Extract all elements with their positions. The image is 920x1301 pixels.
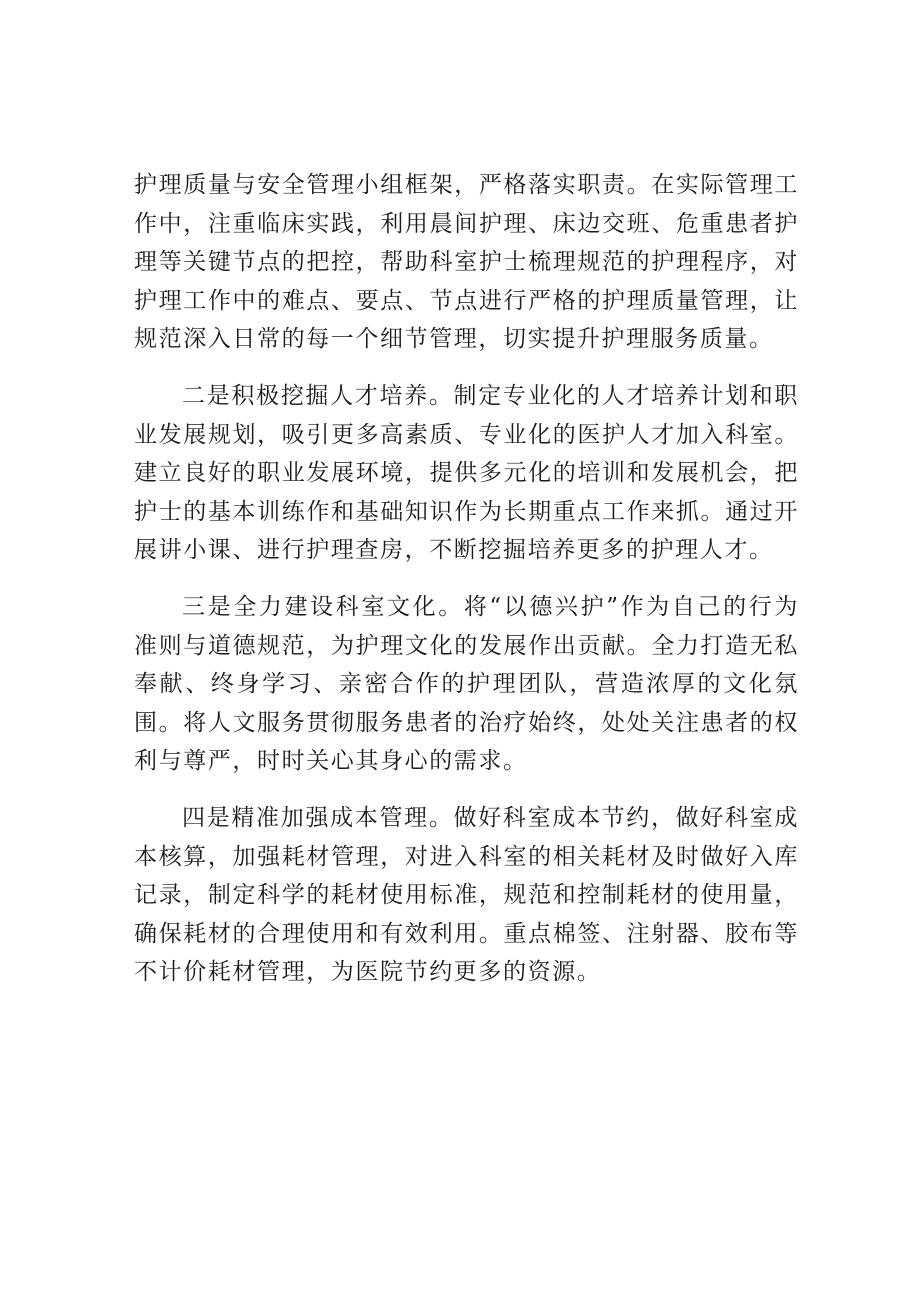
paragraph-continuation: 护理质量与安全管理小组框架，严格落实职责。在实际管理工作中，注重临床实践，利用晨间护理、床边交班、危重患者护理等关键节点的把控，帮助科室护士梳理规范的护理程序，对护理工作中的难点、要点、节点进行严格的护理质量管理，让规范深入日常的每一个细节管理，切实提升护理服务质量。 bbox=[134, 172, 799, 353]
document-body bbox=[134, 166, 799, 992]
paragraph-talent-cultivation: 二是积极挖掘人才培养。制定专业化的人才培养计划和职业发展规划，吸引更多高素质、专业化的医护人才加入科室。建立良好的职业发展环境，提供多元化的培训和发展机会，把护士的基本训练作和基础知识作为长期重点工作来抓。通过开展讲小课、进行护理查房，不断挖掘培养更多的护理人才。 bbox=[134, 382, 799, 564]
paragraph-cost-management: 四是精准加强成本管理。做好科室成本节约，做好科室成本核算，加强耗材管理，对进入科室的相关耗材及时做好入库记录，制定科学的耗材使用标准，规范和控制耗材的使用量，确保耗材的合理使用和有效利用。重点棉签、注射器、胶布等不计价耗材管理，为医院节约更多的资源。 bbox=[134, 804, 799, 986]
paragraph-department-culture: 三是全力建设科室文化。将“以德兴护”作为自己的行为准则与道德规范，为护理文化的发展作出贡献。全力打造无私奉献、终身学习、亲密合作的护理团队，营造浓厚的文化氛围。将人文服务贯彻服务患者的治疗始终，处处关注患者的权利与尊严，时时关心其身心的需求。 bbox=[134, 593, 799, 775]
